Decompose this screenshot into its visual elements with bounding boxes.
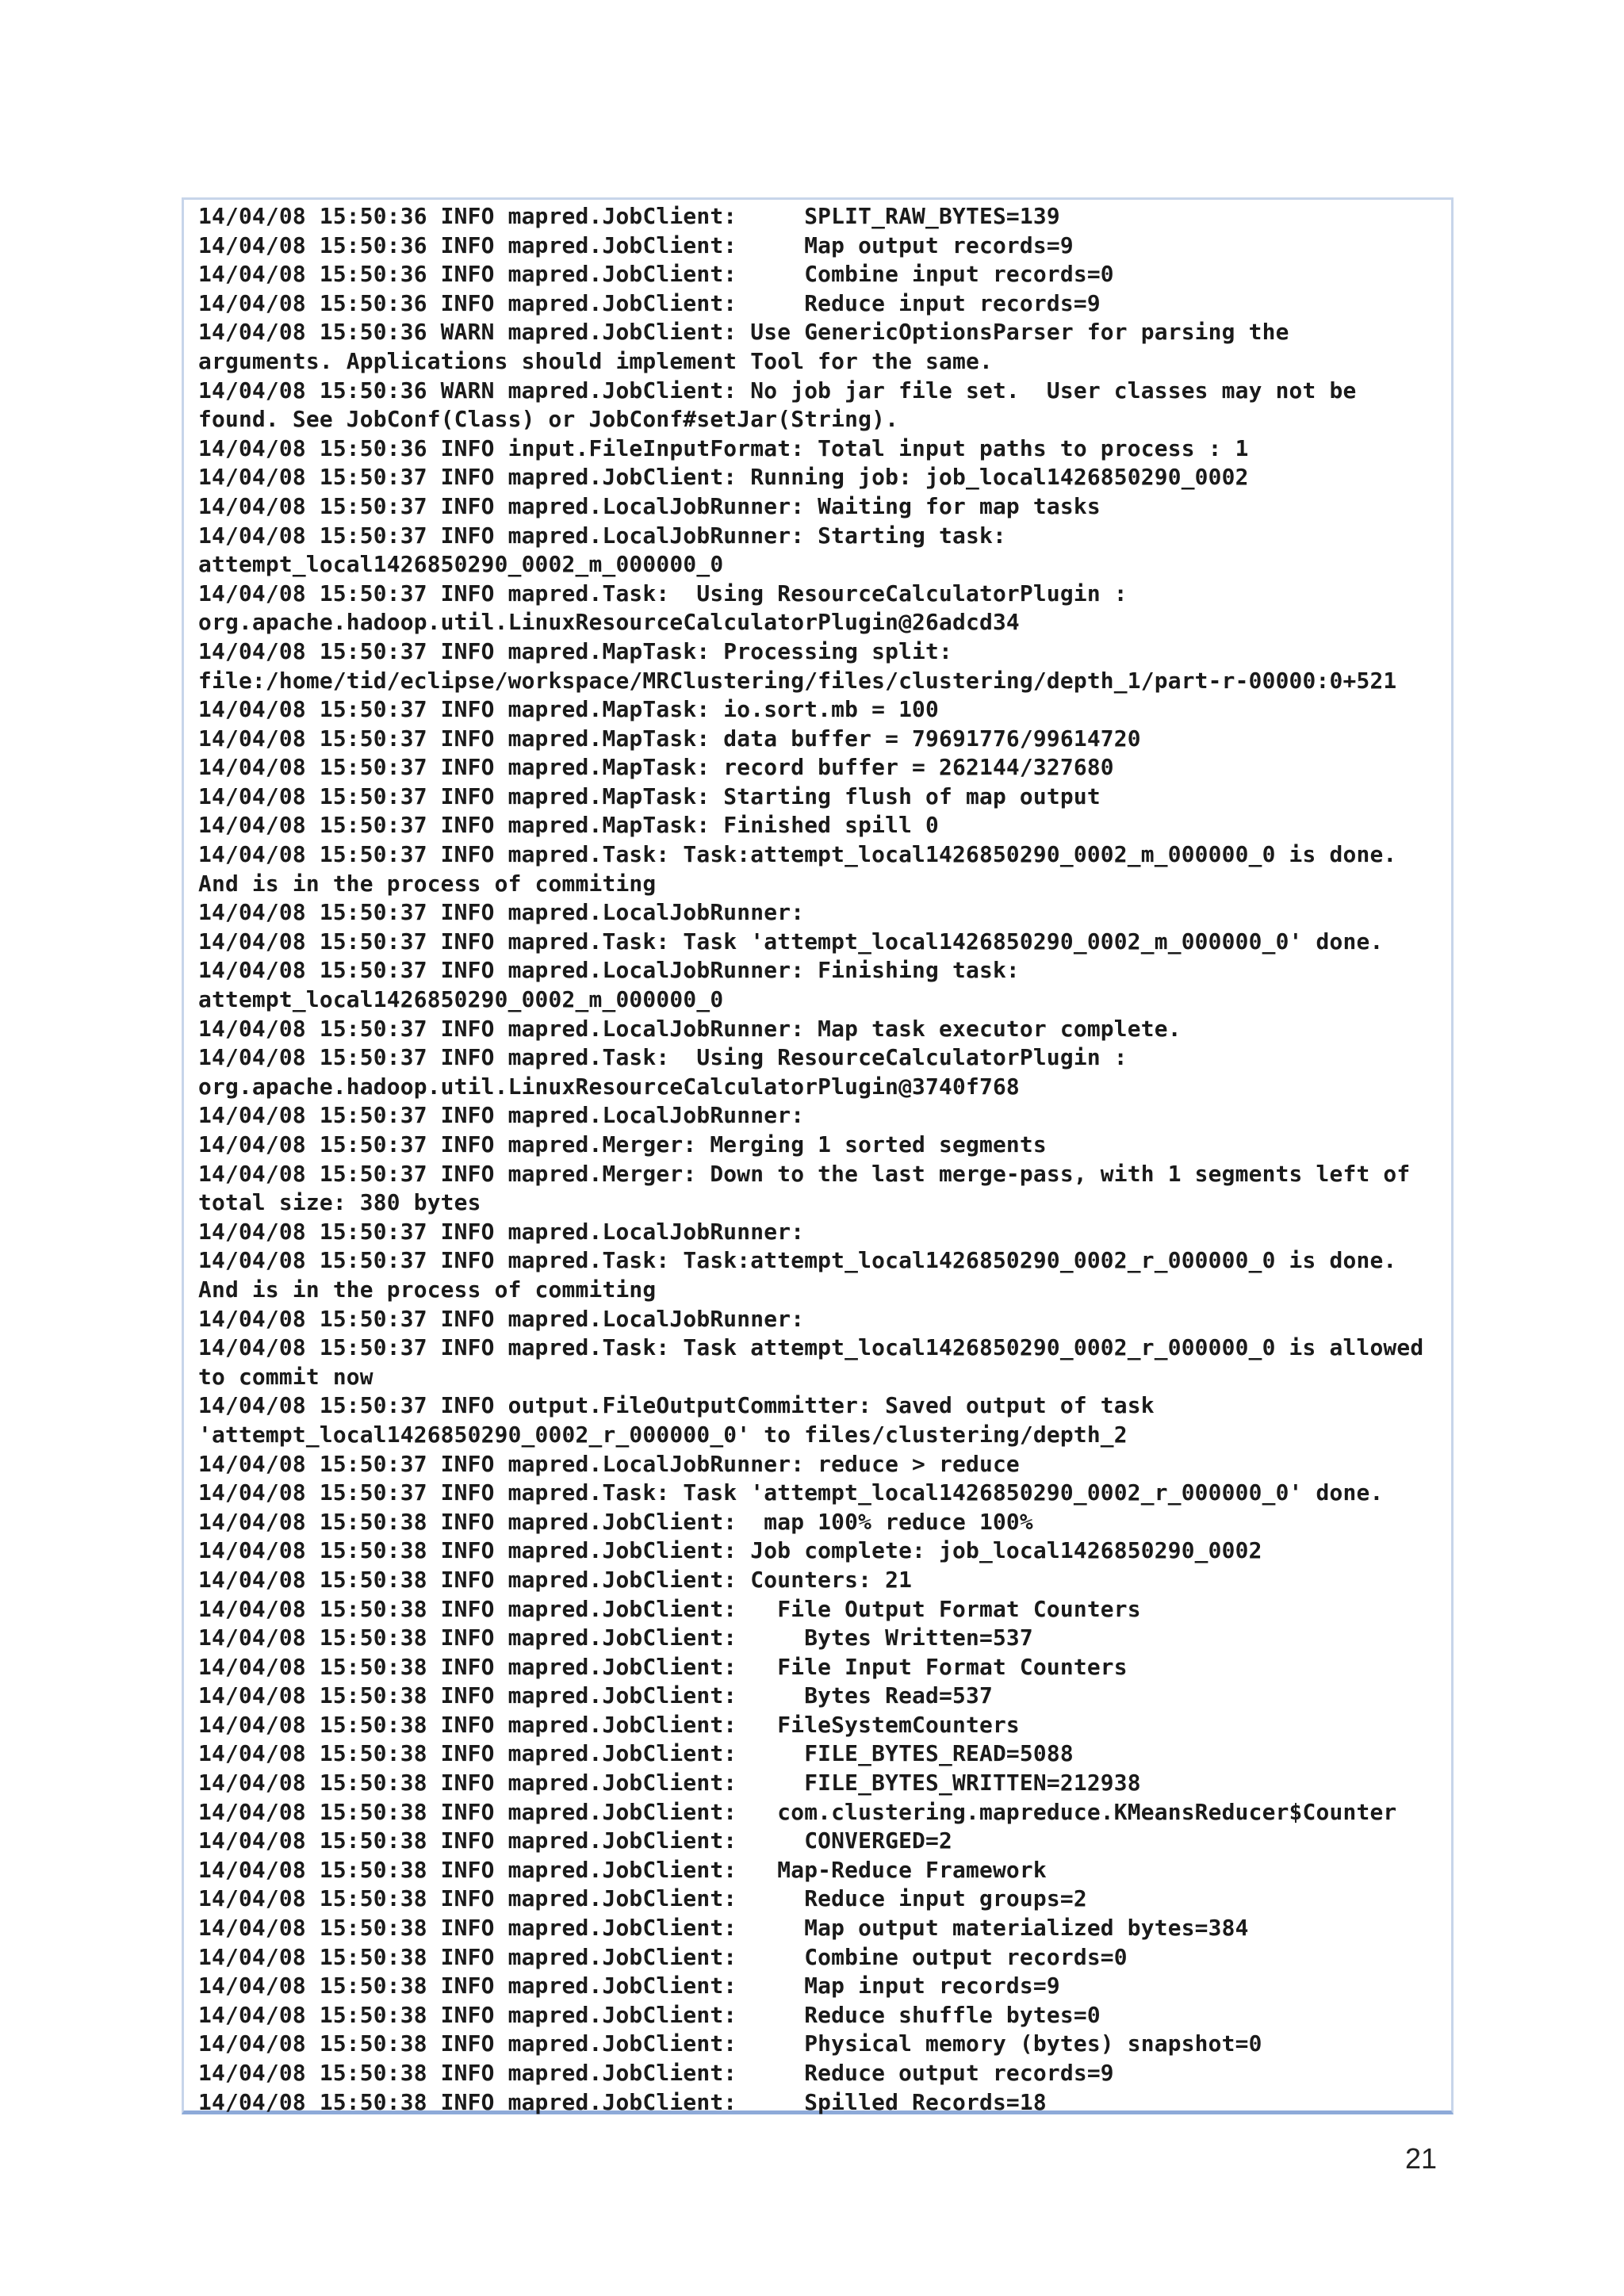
log-line: 14/04/08 15:50:38 INFO mapred.JobClient: Physical memory (bytes) snapshot=0	[198, 2030, 1262, 2057]
log-line: 14/04/08 15:50:37 INFO mapred.LocalJobRunner: reduce > reduce	[198, 1450, 1020, 1477]
log-line: 14/04/08 15:50:38 INFO mapred.JobClient: Counters: 21	[198, 1566, 913, 1593]
log-line: 14/04/08 15:50:38 INFO mapred.JobClient: FileSystemCounters	[198, 1711, 1020, 1738]
log-line: 14/04/08 15:50:38 INFO mapred.JobClient: Job complete: job_local1426850290_0002	[198, 1537, 1262, 1564]
log-line: 14/04/08 15:50:37 INFO mapred.JobClient: Running job: job_local1426850290_0002	[198, 464, 1249, 491]
log-line: 14/04/08 15:50:37 INFO mapred.Task: Task 'attempt_local1426850290_0002_m_000000_0' done.	[198, 928, 1384, 955]
log-line: 14/04/08 15:50:37 INFO mapred.Task: Task:attempt_local1426850290_0002_m_000000_0 is done.	[198, 841, 1397, 868]
log-line: 14/04/08 15:50:38 INFO mapred.JobClient: map 100% reduce 100%	[198, 1508, 1033, 1535]
log-line: 14/04/08 15:50:36 INFO mapred.JobClient: Reduce input records=9	[198, 289, 1101, 316]
log-line: 14/04/08 15:50:37 INFO mapred.Task: Task:attempt_local1426850290_0002_r_000000_0 is done.	[198, 1247, 1397, 1274]
log-line: attempt_local1426850290_0002_m_000000_0	[198, 986, 724, 1013]
log-line: org.apache.hadoop.util.LinuxResourceCalculatorPlugin@3740f768	[198, 1073, 1020, 1100]
log-line: 'attempt_local1426850290_0002_r_000000_0' to files/clustering/depth_2	[198, 1421, 1128, 1448]
log-line: attempt_local1426850290_0002_m_000000_0	[198, 551, 724, 578]
log-line: 14/04/08 15:50:37 INFO mapred.MapTask: Finished spill 0	[198, 812, 940, 839]
log-line: 14/04/08 15:50:37 INFO mapred.Task: Using ResourceCalculatorPlugin :	[198, 580, 1128, 607]
log-line: 14/04/08 15:50:37 INFO mapred.LocalJobRunner:	[198, 899, 805, 926]
log-line: 14/04/08 15:50:38 INFO mapred.JobClient: File Input Format Counters	[198, 1653, 1128, 1680]
log-line: 14/04/08 15:50:36 WARN mapred.JobClient: Use GenericOptionsParser for parsing the	[198, 319, 1289, 346]
log-line: 14/04/08 15:50:38 INFO mapred.JobClient: FILE_BYTES_WRITTEN=212938	[198, 1770, 1141, 1797]
log-line: 14/04/08 15:50:38 INFO mapred.JobClient: CONVERGED=2	[198, 1827, 953, 1854]
log-line: 14/04/08 15:50:38 INFO mapred.JobClient: Reduce output records=9	[198, 2060, 1114, 2086]
console-log-box	[182, 197, 1454, 2114]
log-line: And is in the process of commiting	[198, 870, 657, 897]
log-line: 14/04/08 15:50:37 INFO mapred.Task: Task attempt_local1426850290_0002_r_000000_0 is allowed	[198, 1334, 1424, 1361]
log-line: 14/04/08 15:50:37 INFO mapred.MapTask: Processing split:	[198, 637, 953, 664]
log-line: 14/04/08 15:50:36 INFO mapred.JobClient: Combine input records=0	[198, 261, 1114, 288]
log-line: 14/04/08 15:50:38 INFO mapred.JobClient: Reduce shuffle bytes=0	[198, 2001, 1101, 2028]
log-line: 14/04/08 15:50:37 INFO mapred.MapTask: io.sort.mb = 100	[198, 696, 940, 723]
log-line: 14/04/08 15:50:38 INFO mapred.JobClient: com.clustering.mapreduce.KMeansReducer$Counter	[198, 1798, 1397, 1825]
log-line: 14/04/08 15:50:38 INFO mapred.JobClient: Combine output records=0	[198, 1943, 1128, 1970]
log-line: 14/04/08 15:50:37 INFO mapred.LocalJobRunner:	[198, 1102, 805, 1129]
log-line: 14/04/08 15:50:36 INFO mapred.JobClient: Map output records=9	[198, 232, 1074, 258]
log-line: org.apache.hadoop.util.LinuxResourceCalculatorPlugin@26adcd34	[198, 609, 1020, 636]
log-line: 14/04/08 15:50:37 INFO mapred.LocalJobRunner:	[198, 1305, 805, 1332]
log-line: 14/04/08 15:50:38 INFO mapred.JobClient: Map input records=9	[198, 1973, 1060, 1999]
log-line: 14/04/08 15:50:37 INFO mapred.MapTask: Starting flush of map output	[198, 783, 1101, 809]
log-line: 14/04/08 15:50:38 INFO mapred.JobClient: Map-Reduce Framework	[198, 1856, 1047, 1883]
log-line: found. See JobConf(Class) or JobConf#setJar(String).	[198, 406, 899, 433]
log-line: 14/04/08 15:50:37 INFO mapred.MapTask: record buffer = 262144/327680	[198, 754, 1114, 781]
log-line: 14/04/08 15:50:37 INFO mapred.Task: Task 'attempt_local1426850290_0002_r_000000_0' done.	[198, 1479, 1384, 1506]
log-line: 14/04/08 15:50:38 INFO mapred.JobClient: Reduce input groups=2	[198, 1885, 1087, 1912]
log-line: 14/04/08 15:50:37 INFO output.FileOutputCommitter: Saved output of task	[198, 1392, 1155, 1419]
log-line: file:/home/tid/eclipse/workspace/MRClustering/files/clustering/depth_1/part-r-00000:0+521	[198, 667, 1397, 694]
log-line: total size: 380 bytes	[198, 1189, 481, 1216]
log-line: 14/04/08 15:50:38 INFO mapred.JobClient: Spilled Records=18	[198, 2088, 1047, 2115]
log-line: 14/04/08 15:50:38 INFO mapred.JobClient: File Output Format Counters	[198, 1595, 1141, 1622]
log-line: 14/04/08 15:50:37 INFO mapred.Task: Using ResourceCalculatorPlugin :	[198, 1044, 1128, 1071]
log-line: 14/04/08 15:50:36 WARN mapred.JobClient: No job jar file set. User classes may not be	[198, 377, 1357, 404]
page-number: 21	[1404, 2142, 1437, 2175]
log-line: And is in the process of commiting	[198, 1276, 657, 1303]
log-line: 14/04/08 15:50:37 INFO mapred.LocalJobRunner: Starting task:	[198, 522, 1006, 549]
log-line: 14/04/08 15:50:37 INFO mapred.LocalJobRunner: Finishing task:	[198, 957, 1020, 984]
log-line: 14/04/08 15:50:38 INFO mapred.JobClient: Bytes Read=537	[198, 1682, 993, 1709]
log-line: 14/04/08 15:50:37 INFO mapred.LocalJobRunner: Waiting for map tasks	[198, 492, 1101, 519]
log-line: 14/04/08 15:50:37 INFO mapred.Merger: Merging 1 sorted segments	[198, 1131, 1047, 1158]
log-line: 14/04/08 15:50:36 INFO input.FileInputFormat: Total input paths to process : 1	[198, 434, 1249, 461]
log-line: 14/04/08 15:50:38 INFO mapred.JobClient: Bytes Written=537	[198, 1624, 1033, 1651]
log-line: 14/04/08 15:50:38 INFO mapred.JobClient: Map output materialized bytes=384	[198, 1915, 1249, 1942]
log-line: 14/04/08 15:50:37 INFO mapred.LocalJobRunner:	[198, 1218, 805, 1245]
log-line: 14/04/08 15:50:38 INFO mapred.JobClient: FILE_BYTES_READ=5088	[198, 1740, 1074, 1767]
log-line: 14/04/08 15:50:37 INFO mapred.MapTask: data buffer = 79691776/99614720	[198, 725, 1141, 752]
log-line: 14/04/08 15:50:37 INFO mapred.LocalJobRunner: Map task executor complete.	[198, 1015, 1182, 1042]
log-line: 14/04/08 15:50:37 INFO mapred.Merger: Down to the last merge-pass, with 1 segments left of	[198, 1160, 1411, 1187]
log-line: 14/04/08 15:50:36 INFO mapred.JobClient: SPLIT_RAW_BYTES=139	[198, 203, 1060, 229]
log-lines	[198, 202, 1451, 2117]
log-line: to commit now	[198, 1363, 373, 1390]
log-line: arguments. Applications should implement Tool for the same.	[198, 347, 993, 374]
